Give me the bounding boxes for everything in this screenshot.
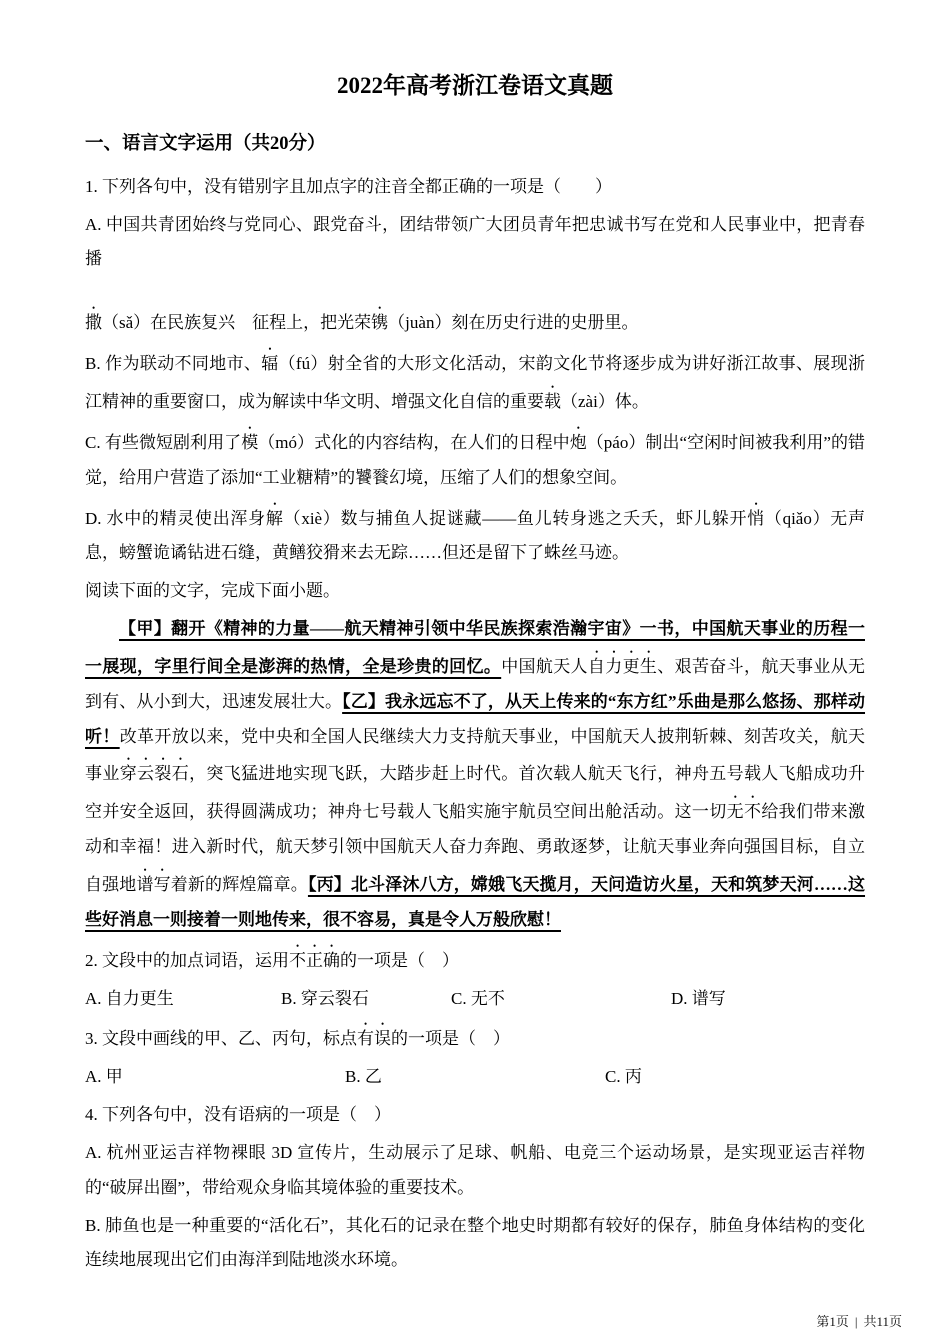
emphasized-text: 有误 [357,1029,391,1049]
emphasized-text: 炮 [569,432,587,452]
text-segment: 4. 下列各句中，没有语病的一项是（ ） [85,1105,391,1125]
reading-passage [85,612,865,938]
emphasized-text: 自力更生 [587,656,658,676]
emphasized-text: 载 [544,392,561,411]
question-4-option-a [85,1136,865,1206]
emphasized-text: 模 [241,432,259,452]
section-1-heading: 一、语言文字运用（共20分） [85,134,326,155]
text-segment: 中国航天人 [501,656,588,676]
question-1-option-c [85,423,865,496]
underlined-text: 【乙】我永远忘不了，从天上传来的“东方红”乐曲是那么悠扬、那样动听！ [85,691,866,746]
question-4-stem [85,1098,865,1133]
text-segment: A. 中国共青团始终与党同心、跟党奋斗，团结带领广大团员青年把忠诚书写在党和人民事业中，把青春播 [85,214,865,269]
text-segment: 的一项是（ ） [340,950,459,970]
question-3-option-b: B. 乙 [345,1067,382,1087]
text-segment: （zài）体。 [561,392,649,411]
question-1-option-a-line-2 [85,303,865,341]
text-segment: （fú）射全省的大形文化活动，宋韵文化节将逐步成为讲好浙江故事、展现浙江精神的重要窗口，成为解读中华文明、增强文化自信的重要 [85,354,865,411]
text-segment: （qiǎo）无声息，螃蟹诡谲钻进石缝，黄鳝狡猾来去无踪……但还是留下了蛛丝马迹。 [85,508,865,563]
question-2-option-c: C. 无不 [451,988,505,1008]
question-3-options [85,1060,865,1095]
text-segment: （páo）制出“空闲时间被我利用”的错觉，给用户营造了添加“工业糖精”的饕餮幻境，压缩了人们的想象空间。 [85,432,866,487]
total-pages: 共11页 [863,1314,902,1329]
text-segment: B. 作为联动不同地市、 [85,354,262,374]
underlined-text: 【丙】北斗泽沐八方，嫦娥飞天揽月，天问造访火星，天和筑梦天河……这些好消息一则接着一则地传来，很不容易，真是令人万般欣慰！ [85,874,866,929]
emphasized-text: 不正确 [289,950,340,970]
text-segment: 给我们带来激动和幸福！进入新时代，航天梦引领中国航天人奋力奔跑、勇敢逐梦，让航天事业奔向强国目标，自立自强地 [85,802,866,894]
emphasized-text: 悄 [747,508,765,528]
text-segment: C. 有些微短剧利用了 [85,432,242,452]
question-2-option-a: A. 自力更生 [85,988,174,1008]
text-segment: 阅读下面的文字，完成下面小题。 [85,581,340,601]
emphasized-text: 解 [265,508,284,528]
emphasized-text: 无不 [726,802,762,822]
text-segment: 改革开放以来，党中央和全国人民继续大力支持航天事业，中国航天人披荆斩棘、刻苦攻关，航天事业 [85,726,866,784]
text-segment: （sǎ）在民族复兴 征程上，把光荣 [102,313,372,333]
question-2-option-b: B. 穿云裂石 [281,988,369,1008]
text-segment: B. 肺鱼也是一种重要的“活化石”，其化石的记录在整个地史时期都有较好的保存，肺鱼身体结构的变化连续地展现出它们由海洋到陆地淡水环境。 [85,1215,865,1270]
question-1-option-d [85,499,865,572]
question-4-option-b [85,1209,865,1279]
reading-instruction [85,574,865,609]
emphasized-text: 谱写 [136,874,171,894]
text-segment: （juàn）刻在历史行进的史册里。 [388,313,639,333]
question-1-stem [85,170,865,205]
text-segment: 的一项是（ ） [391,1029,510,1049]
text-segment: 1. 下列各句中，没有错别字且加点字的注音全都正确的一项是（ ） [85,176,612,196]
question-1-option-a-line-1 [85,208,865,278]
text-segment: ，突飞猛进地实现飞跃，大踏步赶上时代。首次载人航天飞行，神舟五号载人飞船成功升空并安全返回，获得圆满成功；神舟七号载人飞船实施宇航员空间出舱活动。这一切 [85,764,866,822]
question-2-stem [85,941,865,979]
question-3-option-a: A. 甲 [85,1067,123,1087]
text-segment: 2. 文段中的加点词语，运用 [85,950,289,970]
text-segment: 、艰苦奋斗，航天事业从无到有、从小到大，迅速发展壮大。 [85,656,866,711]
question-1-option-b [85,344,865,420]
page-number: 第1页 [816,1314,849,1329]
emphasized-text: 镌 [371,313,389,333]
text-segment: D. 水中的精灵使出浑身 [85,508,266,528]
emphasized-text: 穿云裂石 [119,764,190,784]
text-segment: A. 杭州亚运吉祥物裸眼 3D 宣传片，生动展示了足球、帆船、电竞三个运动场景，是实现亚运吉祥物的“破屏出圈”，带给观众身临其境体验的重要技术。 [85,1142,865,1197]
text-segment: （mó）式化的内容结构，在人们的日程中 [258,432,570,452]
emphasized-text: 撒 [85,313,102,333]
underlined-text: 【甲】翻开《精神的力量——航天精神引领中华民族探索浩瀚宇宙》一书，中国航天事业的历程一一展现，字里行间全是澎湃的热情，全是珍贵的回忆。 [85,619,865,676]
emphasized-text: 辐 [261,354,279,374]
question-2-options [85,982,865,1017]
text-segment: 3. 文段中画线的甲、乙、丙句，标点 [85,1029,357,1049]
question-2-option-d: D. 谱写 [671,988,726,1008]
text-segment: 着新的辉煌篇章。 [170,874,308,894]
footer-separator: | [854,1314,858,1329]
question-3-stem [85,1019,865,1057]
page-title: 2022年高考浙江卷语文真题 [337,73,613,98]
text-segment: （xiè）数与捕鱼人捉谜藏——鱼儿转身逃之夭夭，虾儿躲开 [283,508,748,528]
page-footer [813,1311,905,1330]
question-3-option-c: C. 丙 [605,1067,642,1087]
